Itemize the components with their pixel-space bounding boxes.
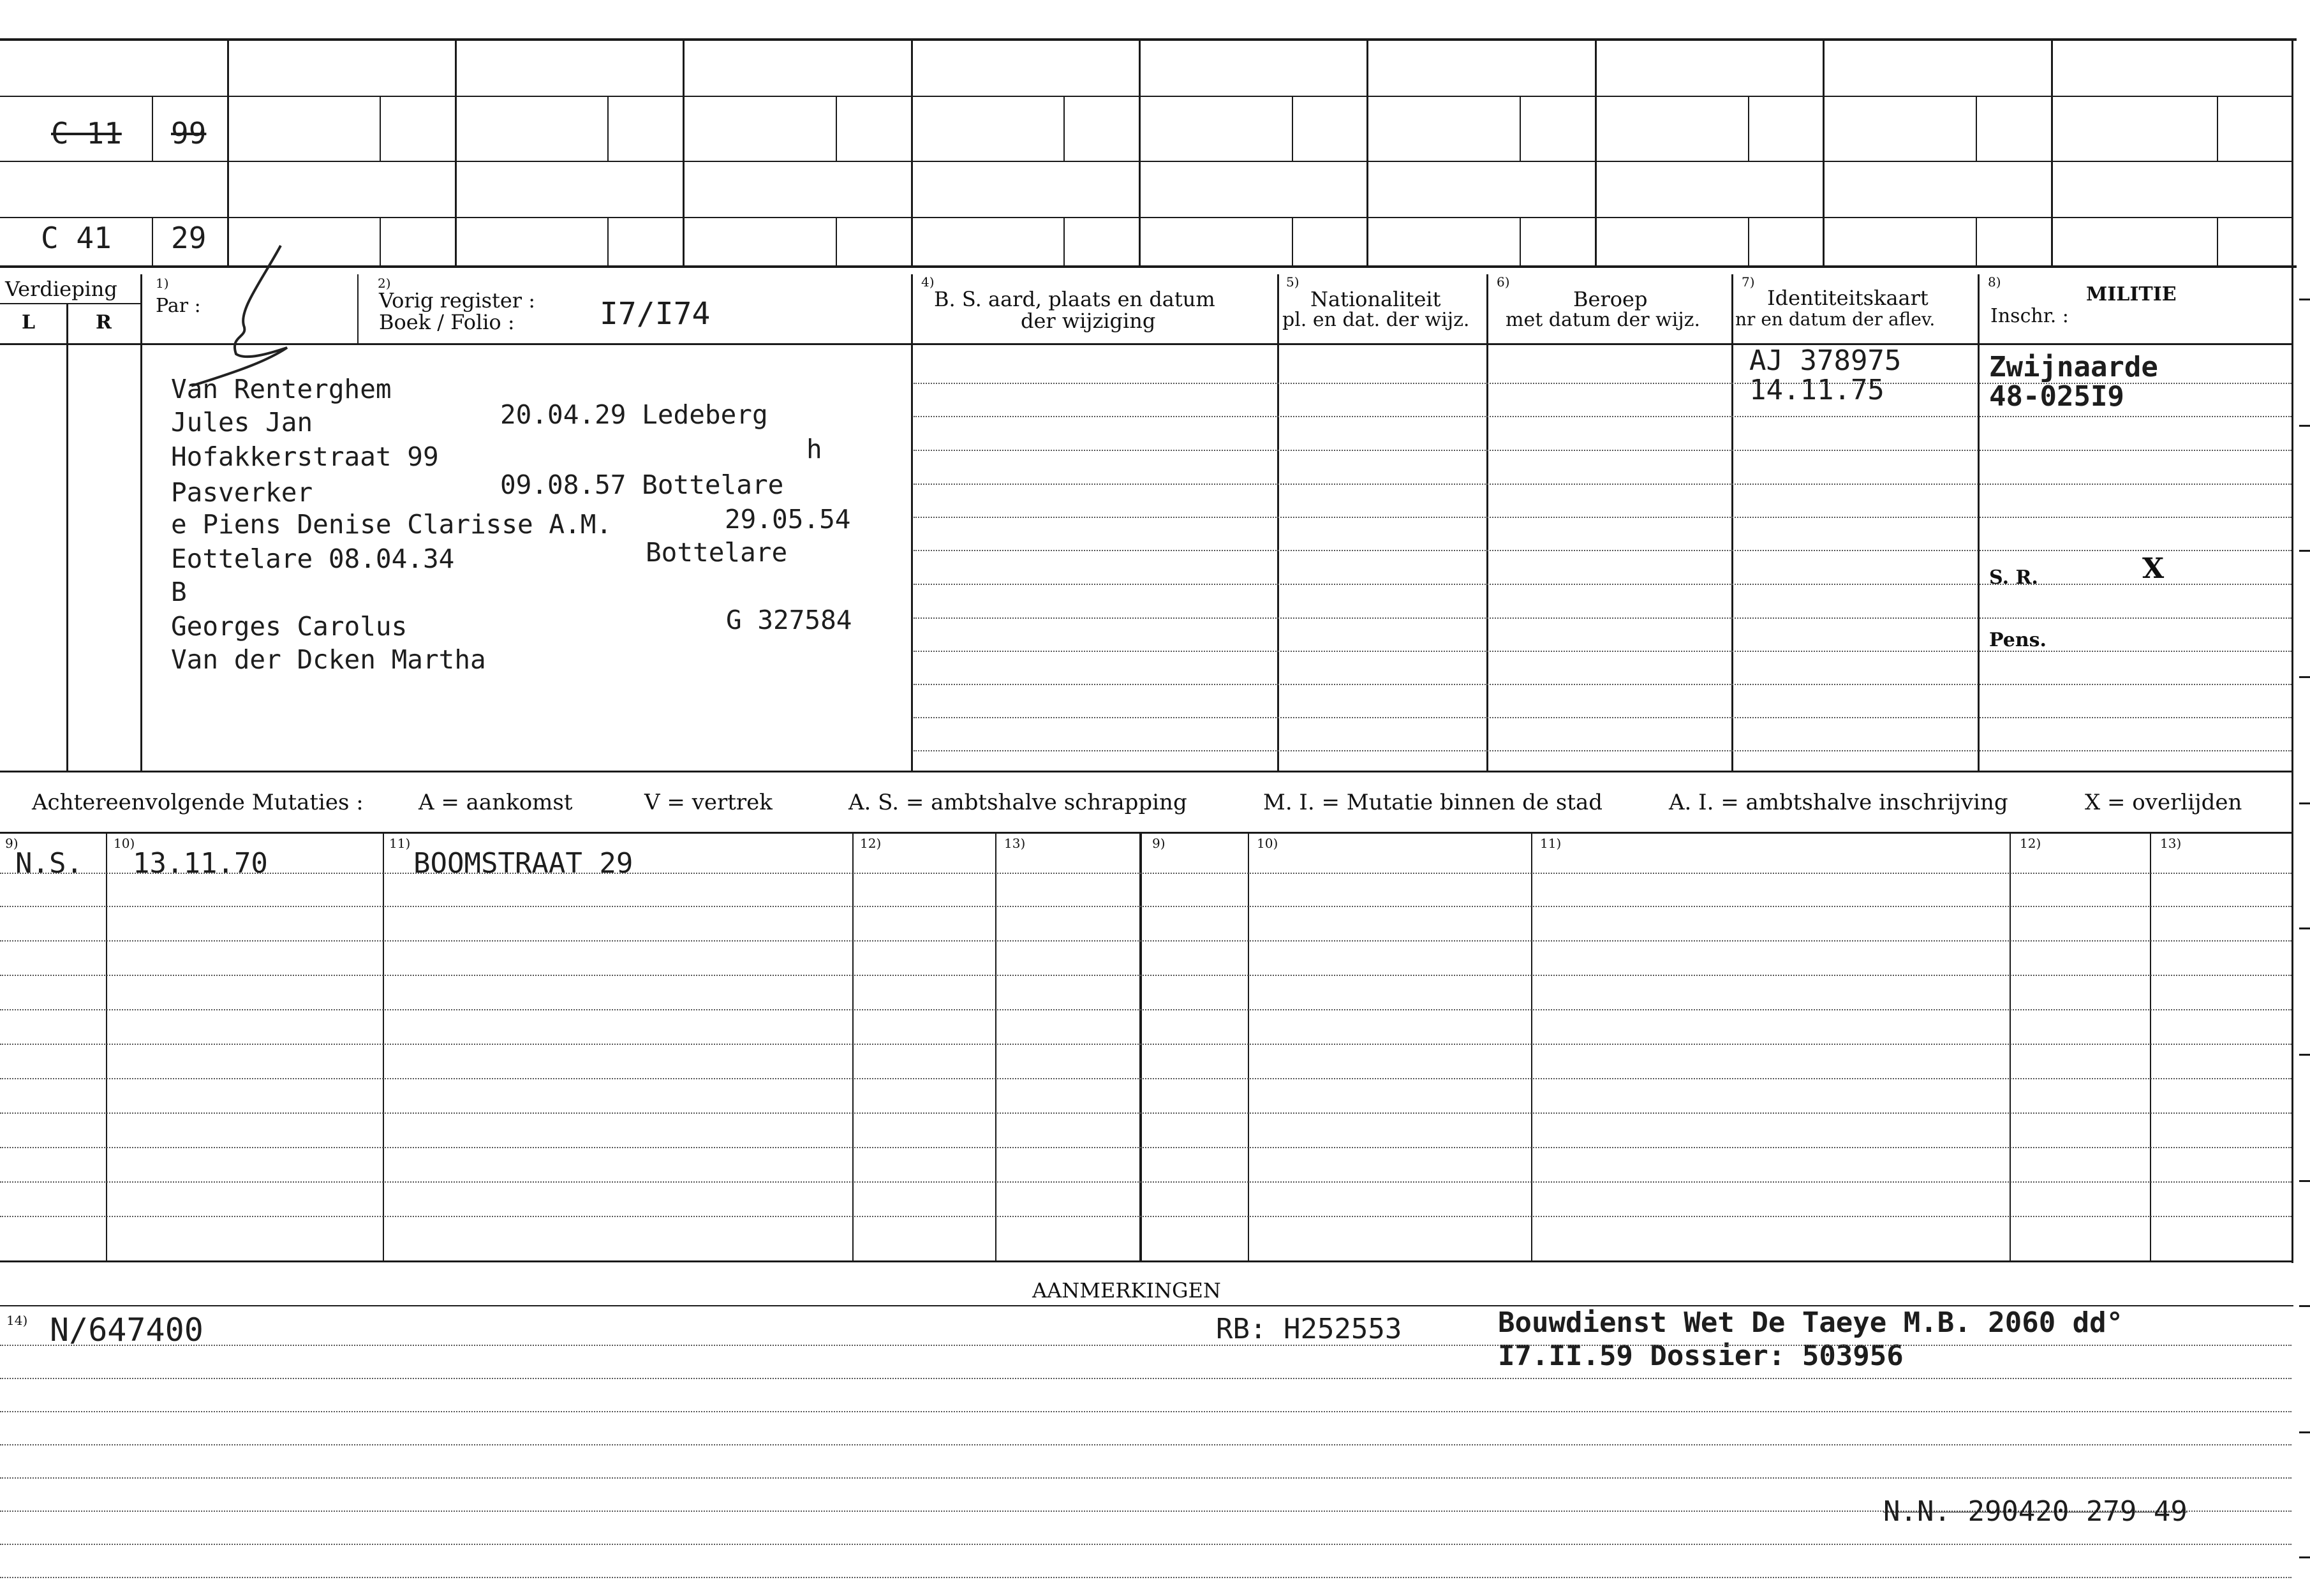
col-num-right-10: 10) — [1257, 836, 1278, 851]
col-num-left-10: 10) — [114, 836, 135, 851]
person-line-2: Jules Jan — [171, 407, 313, 438]
register-number: 29 — [171, 221, 207, 255]
mutatie-x: X = overlijden — [2085, 790, 2242, 815]
old-code: C 11 — [51, 116, 122, 151]
col-num-right-11: 11) — [1540, 836, 1562, 851]
bs-line1: B. S. aard, plaats en datum — [934, 287, 1215, 311]
nn-number: N.N. 290420 279 49 — [1883, 1495, 2188, 1528]
nat-line2: pl. en dat. der wijz. — [1282, 309, 1470, 331]
mutatie-ns: N.S. — [15, 847, 83, 880]
person-line-8: Georges Carolus — [171, 611, 408, 642]
boek-folio-label: Boek / Folio : — [379, 310, 515, 334]
person-line-9: Van der Dcken Martha — [171, 644, 486, 675]
mutatie-date: 13.11.70 — [133, 847, 268, 880]
col-num-right-12: 12) — [2020, 836, 2041, 851]
col-num-left-11: 11) — [389, 836, 411, 851]
bs-number: 4) — [921, 274, 935, 290]
militie-label: MILITIE — [2086, 283, 2177, 306]
place-3: Bottelare — [646, 537, 788, 568]
bouwdienst-line1: Bouwdienst Wet De Taeye M.B. 2060 dd° — [1498, 1306, 2124, 1339]
militie-number: 8) — [1988, 274, 2001, 290]
l-label: L — [22, 311, 36, 334]
bouwdienst-line2: I7.II.59 Dossier: 503956 — [1498, 1340, 1904, 1372]
mutatie-a: A = aankomst — [418, 790, 573, 815]
aanmerkingen-value: N/647400 — [50, 1312, 204, 1348]
pens-label: Pens. — [1989, 629, 2047, 651]
verdieping-label: Verdieping — [5, 277, 117, 301]
person-line-1: Van Renterghem — [171, 374, 392, 404]
id-line2: nr en datum der aflev. — [1735, 309, 1936, 330]
vorig-number: 2) — [378, 276, 391, 291]
h-mark: h — [806, 434, 822, 464]
vorig-register-label: Vorig register : — [379, 288, 536, 313]
col-num-right-13: 13) — [2160, 836, 2182, 851]
person-line-7: B — [171, 577, 187, 607]
col-num-left-12: 12) — [860, 836, 882, 851]
par-number: 1) — [156, 276, 169, 291]
col-num-left-13: 13) — [1004, 836, 1026, 851]
register-code: C 41 — [41, 221, 112, 255]
aanmerkingen-number: 14) — [6, 1313, 28, 1328]
col-num-right-9: 9) — [1152, 836, 1166, 851]
rb-number: RB: H252553 — [1216, 1313, 1402, 1345]
mutatie-as: A. S. = ambtshalve schrapping — [848, 790, 1187, 815]
beroep-line2: met datum der wijz. — [1506, 309, 1700, 331]
id-line1: Identiteitskaart — [1767, 286, 1929, 310]
date-place-2: 09.08.57 Bottelare — [500, 469, 784, 500]
bs-line2: der wijziging — [1021, 309, 1156, 333]
inschr-label: Inschr. : — [1990, 305, 2069, 327]
militie-value-1: Zwijnaarde — [1989, 351, 2158, 383]
col-num-left-9: 9) — [5, 836, 19, 851]
mutatie-address: BOOMSTRAAT 29 — [413, 847, 633, 880]
mutatie-mi: M. I. = Mutatie binnen de stad — [1263, 790, 1603, 815]
sr-value: X — [2142, 552, 2165, 585]
mutaties-title: Achtereenvolgende Mutaties : — [32, 790, 364, 815]
person-line-4: Pasverker — [171, 477, 313, 508]
beroep-number: 6) — [1497, 274, 1510, 290]
person-line-5: e Piens Denise Clarisse A.M. — [171, 509, 612, 540]
date-3: 29.05.54 — [725, 504, 851, 535]
id-card-date: 14.11.75 — [1749, 374, 1884, 406]
person-code: G 327584 — [726, 605, 852, 635]
person-line-3: Hofakkerstraat 99 — [171, 441, 439, 472]
id-card-number: AJ 378975 — [1749, 344, 1902, 377]
nat-number: 5) — [1286, 274, 1299, 290]
par-handwritten-stroke — [185, 242, 300, 395]
nat-line1: Nationaliteit — [1310, 287, 1441, 311]
old-number: 99 — [171, 116, 207, 151]
mutatie-ai: A. I. = ambtshalve inschrijving — [1669, 790, 2008, 815]
aanmerkingen-title: AANMERKINGEN — [1032, 1278, 1221, 1303]
militie-value-2: 48-025I9 — [1989, 380, 2124, 413]
boek-folio-value: I7/I74 — [600, 296, 711, 332]
beroep-line1: Beroep — [1573, 287, 1648, 311]
par-label: Par : — [156, 295, 201, 317]
id-number-label: 7) — [1742, 274, 1755, 290]
mutatie-v: V = vertrek — [644, 790, 773, 815]
sr-label: S. R. — [1989, 566, 2038, 589]
r-label: R — [96, 311, 112, 334]
person-line-6: Eottelare 08.04.34 — [171, 543, 455, 574]
birth-date-place: 20.04.29 Ledeberg — [500, 399, 768, 430]
